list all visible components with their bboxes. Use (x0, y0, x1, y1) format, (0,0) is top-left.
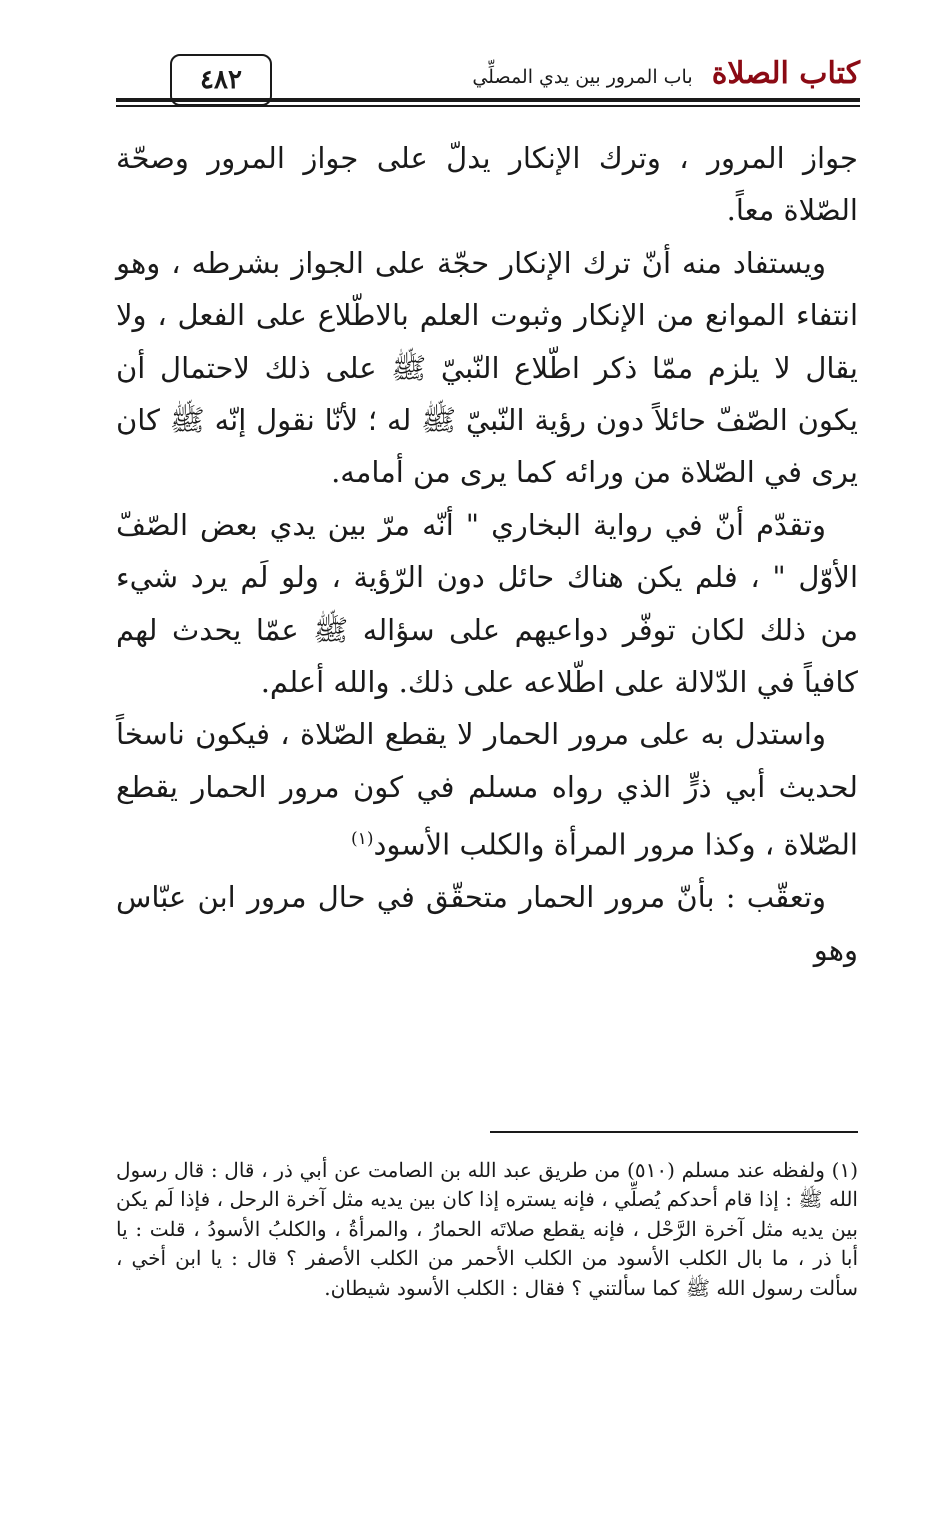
page-header (116, 52, 860, 110)
paragraph: جواز المرور ، وترك الإنكار يدلّ على جواز المرور وصحّة الصّلاة معاً. (116, 141, 858, 228)
header-rule-thin (116, 105, 860, 107)
book-title: كتاب الصلاة (711, 56, 860, 91)
page-number: ٤٨٢ (170, 54, 272, 106)
header-rule-thick (116, 98, 860, 102)
paragraph-text: واستدل به على مرور الحمار لا يقطع الصّلاة ، فيكون ناسخاً لحديث أبي ذرٍّ الذي رواه مسلم في كون مرور الحمار يقطع الصّلاة ، وكذا مرور المرأة والكلب الأسود (116, 717, 858, 862)
chapter-title: باب المرور بين يدي المصلِّي (472, 66, 693, 88)
running-head (472, 56, 860, 91)
paragraph: وتعقّب : بأنّ مرور الحمار متحقّق في حال مرور ابن عبّاس وهو (116, 880, 858, 967)
paragraph: ويستفاد منه أنّ ترك الإنكار حجّة على الجواز بشرطه ، وهو انتفاء الموانع من الإنكار وثبوت العلم بالاطّلاع على الفعل ، ولا يقال لا يلزم ممّا ذكر اطّلاع النّبيّ ﷺ على ذلك لاحتمال أن يكون الصّفّ حائلاً دون رؤية النّبيّ ﷺ له ؛ لأنّا نقول إنّه ﷺ كان يرى في الصّلاة من ورائه كما يرى من أمامه. (116, 245, 858, 490)
paragraph: وتقدّم أنّ في رواية البخاري " أنّه مرّ بين يدي بعض الصّفّ الأوّل " ، فلم يكن هناك حائل دون الرّؤية ، ولو لَم يرد شيء من ذلك لكان توفّر دواعيهم على سؤاله ﷺ عمّا يحدث لهم كافياً في الدّلالة على اطّلاعه على ذلك. والله أعلم. (116, 507, 858, 700)
main-text (116, 132, 858, 976)
footnote: (١) ولفظه عند مسلم (٥١٠) من طريق عبد الله بن الصامت عن أبي ذر ، قال : قال رسول الله ﷺ : إذا قام أحدكم يُصلِّي ، فإنه يستره إذا كان بين يديه مثل آخرة الرحل ، فإذا لَم يكن بين يديه مثل آخرة الرَّحْل ، فإنه يقطع صلاتَه الحمارُ ، والمرأةُ ، والكلبُ الأسودُ ، قلت : يا أبا ذر ، ما بال الكلب الأسود من الكلب الأحمر من الكلب الأصفر ؟ قال : يا ابن أخي ، سألت رسول الله ﷺ كما سألتني ؟ فقال : الكلب الأسود شيطان. (116, 1158, 858, 1300)
paragraph (116, 708, 858, 871)
footnote-ref: (١) (351, 829, 374, 850)
footnote-separator (490, 1131, 858, 1133)
